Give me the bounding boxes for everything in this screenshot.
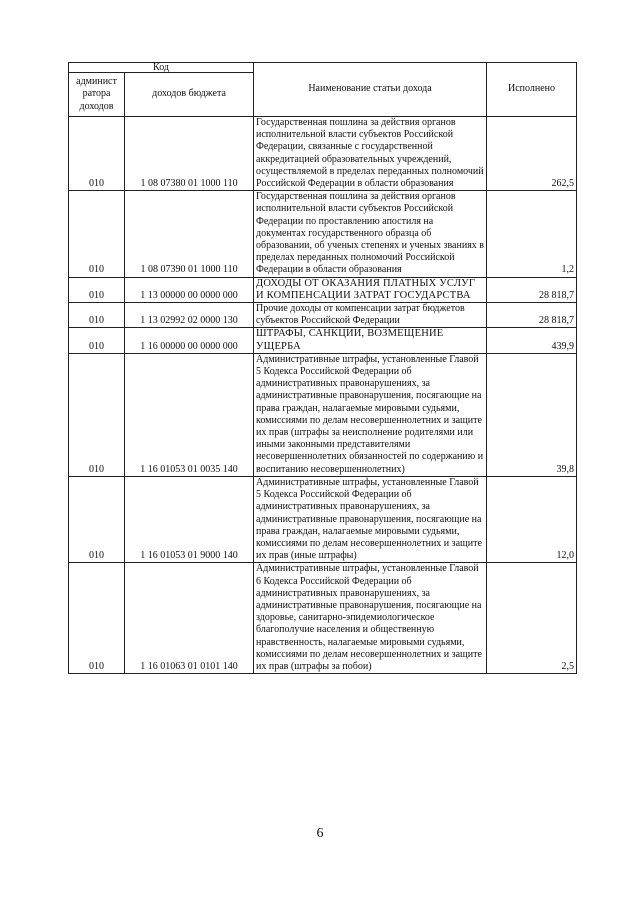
page-number: 6	[316, 826, 324, 841]
cell-administrator: 010	[69, 563, 125, 674]
header-row-1	[69, 63, 577, 73]
table-row	[69, 277, 577, 302]
table-row	[69, 303, 577, 328]
header-ispolneno: Исполнено	[487, 63, 577, 117]
cell-budget-code: 1 16 01053 01 9000 140	[125, 476, 254, 562]
cell-income-name: Государственная пошлина за действия органов исполнительной власти субъектов Российской Федерации по проставлению апостиля на документах государственного образца об образовании, об ученых степенях и ученых званиях в пределах переданных полномочий Российской Федерации в области образования	[254, 191, 487, 277]
cell-executed-value: 1,2	[487, 191, 577, 277]
table-row	[69, 353, 577, 476]
cell-administrator: 010	[69, 303, 125, 328]
cell-executed-value: 2,5	[487, 563, 577, 674]
cell-administrator: 010	[69, 328, 125, 353]
cell-executed-value: 28 818,7	[487, 303, 577, 328]
table-row	[69, 328, 577, 353]
header-administrator: админист ратора доходов	[69, 73, 125, 117]
cell-executed-value: 39,8	[487, 353, 577, 476]
cell-income-name: Административные штрафы, установленные Главой 5 Кодекса Российской Федерации об административных правонарушениях, за административные правонарушения, посягающие на права граждан, налагаемые мировыми судьями, комиссиями по делам несовершеннолетних и защите их прав (штрафы за неисполнение родителями или иными законными представителями несовершеннолетних обязанностей по содержанию и воспитанию несовершеннолетних)	[254, 353, 487, 476]
cell-budget-code: 1 16 01063 01 0101 140	[125, 563, 254, 674]
cell-budget-code: 1 13 02992 02 0000 130	[125, 303, 254, 328]
cell-administrator: 010	[69, 353, 125, 476]
budget-income-table	[68, 62, 577, 674]
cell-budget-code: 1 13 00000 00 0000 000	[125, 277, 254, 302]
cell-administrator: 010	[69, 191, 125, 277]
table-row	[69, 117, 577, 191]
cell-budget-code: 1 16 00000 00 0000 000	[125, 328, 254, 353]
cell-budget-code: 1 16 01053 01 0035 140	[125, 353, 254, 476]
header-kod: Код	[69, 63, 254, 73]
cell-income-name: ДОХОДЫ ОТ ОКАЗАНИЯ ПЛАТНЫХ УСЛУГ И КОМПЕНСАЦИИ ЗАТРАТ ГОСУДАРСТВА	[254, 277, 487, 302]
cell-income-name: Государственная пошлина за действия органов исполнительной власти субъектов Российской Федерации, связанные с государственной аккредитацией образовательных учреждений, осуществляемой в пределах переданных полномочий Российской Федерации в области образования	[254, 117, 487, 191]
cell-executed-value: 262,5	[487, 117, 577, 191]
header-dokhodov: доходов бюджета	[125, 73, 254, 117]
cell-executed-value: 28 818,7	[487, 277, 577, 302]
cell-budget-code: 1 08 07380 01 1000 110	[125, 117, 254, 191]
cell-income-name: Административные штрафы, установленные Главой 6 Кодекса Российской Федерации об административных правонарушениях, за административные правонарушения, посягающие на здоровье, санитарно-эпидемиологическое благополучие населения и общественную нравственность, налагаемые мировыми судьями, комиссиями по делам несовершеннолетних и защите их прав (штрафы за побои)	[254, 563, 487, 674]
cell-income-name: Прочие доходы от компенсации затрат бюджетов субъектов Российской Федерации	[254, 303, 487, 328]
table-row	[69, 563, 577, 674]
cell-budget-code: 1 08 07390 01 1000 110	[125, 191, 254, 277]
table-body	[69, 117, 577, 674]
cell-executed-value: 439,9	[487, 328, 577, 353]
cell-executed-value: 12,0	[487, 476, 577, 562]
header-name: Наименование статьи дохода	[254, 63, 487, 117]
cell-income-name: ШТРАФЫ, САНКЦИИ, ВОЗМЕЩЕНИЕ УЩЕРБА	[254, 328, 487, 353]
table-row	[69, 191, 577, 277]
cell-administrator: 010	[69, 277, 125, 302]
cell-administrator: 010	[69, 476, 125, 562]
cell-administrator: 010	[69, 117, 125, 191]
table-row	[69, 476, 577, 562]
cell-income-name: Административные штрафы, установленные Главой 5 Кодекса Российской Федерации об административных правонарушениях, за административные правонарушения, посягающие на права граждан, налагаемые мировыми судьями, комиссиями по делам несовершеннолетних и защите их прав (иные штрафы)	[254, 476, 487, 562]
